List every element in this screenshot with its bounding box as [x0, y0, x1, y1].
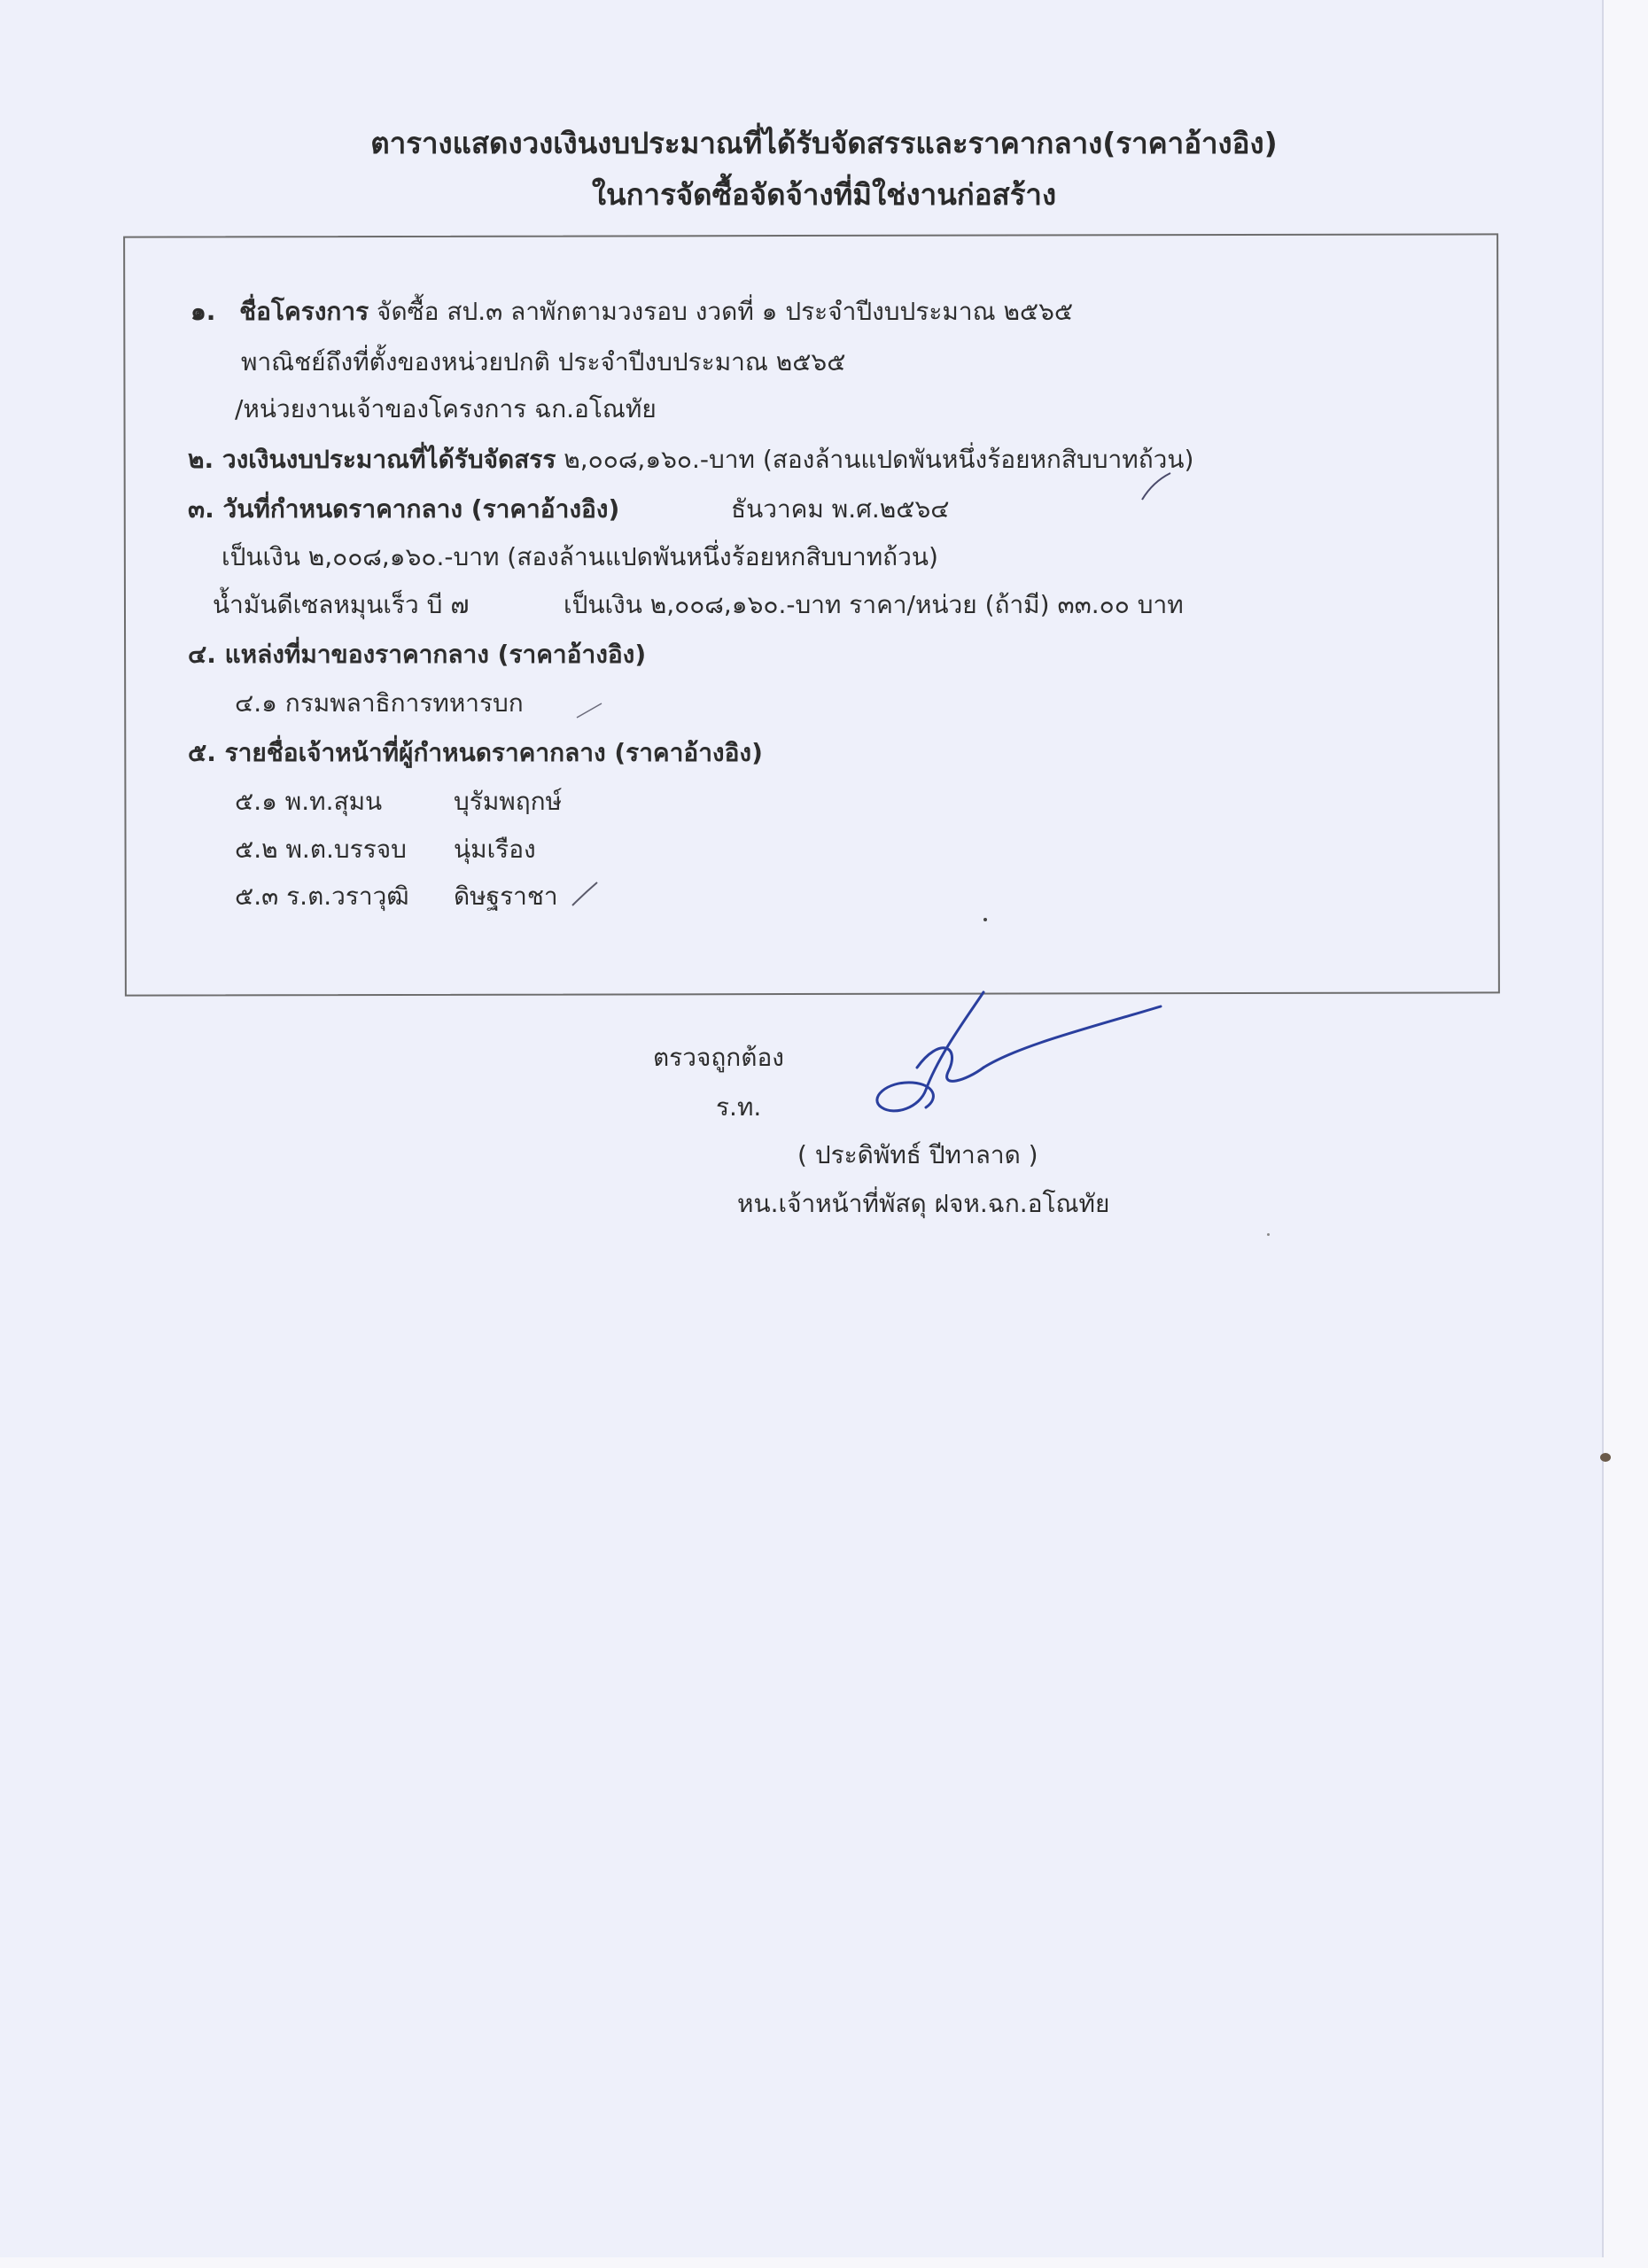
item-2-line: [188, 440, 1193, 479]
item-1-number: ๑.: [190, 297, 216, 326]
verified-label: ตรวจถูกต้อง: [653, 1043, 784, 1072]
item-3-date: ธันวาคม พ.ศ.๒๕๖๔: [731, 494, 950, 524]
person-3-name: ร.ต.วราวุฒิ: [286, 882, 409, 911]
document-title-line-2: ในการจัดซื้อจัดจ้างที่มิใช่งานก่อสร้าง: [591, 177, 1057, 212]
person-1-name: พ.ท.สุมน: [284, 787, 383, 816]
person-3-no: ๕.๓: [235, 882, 279, 911]
item-4-heading: ๔. แหล่งที่มาของราคากลาง (ราคาอ้างอิง): [188, 640, 647, 669]
item-1-line-2: พาณิชย์ถึงที่ตั้งของหน่วยปกติ ประจำปีงบประมาณ ๒๕๖๕: [241, 347, 846, 377]
item-3-line-3b: เป็นเงิน ๒,๐๐๘,๑๖๐.-บาท ราคา/หน่วย (ถ้ามี) ๓๓.๐๐ บาท: [564, 590, 1184, 619]
person-2-no: ๕.๒: [235, 835, 278, 864]
person-2-name: พ.ต.บรรจบ: [285, 835, 407, 864]
person-1-surname: บุรัมพฤกษ์: [454, 787, 563, 816]
handwritten-signature: [842, 983, 1170, 1125]
item-3-line-2: เป็นเงิน ๒,๐๐๘,๑๖๐.-บาท (สองล้านแปดพันหนึ่งร้อยหกสิบบาทถ้วน): [222, 542, 938, 571]
item-1-text: จัดซื้อ สป.๓ ลาพักตามวงรอบ งวดที่ ๑ ประจำปีงบประมาณ ๒๕๖๕: [377, 297, 1074, 326]
item-2-heading: ๒. วงเงินงบประมาณที่ได้รับจัดสรร: [188, 445, 556, 474]
item-5-heading: ๕. รายชื่อเจ้าหน้าที่ผู้กำหนดราคากลาง (ราคาอ้างอิง): [188, 738, 763, 767]
scan-speck: [1600, 1453, 1611, 1462]
signer-position: หน.เจ้าหน้าที่พัสดุ ฝจห.ฉก.อโณทัย: [737, 1189, 1110, 1218]
pen-tick-mark: [567, 877, 602, 913]
page-edge-bottom: [0, 2257, 1648, 2268]
scan-speck: [983, 918, 987, 921]
person-3: [235, 877, 409, 916]
person-3-surname: ดิษฐราชา: [454, 882, 558, 911]
item-1-heading: ชื่อโครงการ: [239, 297, 369, 326]
person-1: [235, 782, 382, 821]
page-edge: [1602, 0, 1648, 2268]
signer-rank: ร.ท.: [716, 1092, 762, 1122]
scan-speck: [1267, 1233, 1270, 1236]
item-3-heading: ๓. วันที่กำหนดราคากลาง (ราคาอ้างอิง): [188, 494, 620, 524]
person-2-surname: นุ่มเรือง: [454, 835, 536, 864]
item-4-sub-1: ๔.๑ กรมพลาธิการทหารบก: [235, 688, 524, 718]
signer-name: ( ประดิพัทธ์ ปีทาลาด ): [797, 1140, 1038, 1169]
pen-tick-mark: [571, 691, 607, 726]
item-3-line-3a: น้ำมันดีเซลหมุนเร็ว บี ๗: [213, 590, 470, 619]
person-2: [235, 830, 407, 869]
person-1-no: ๕.๑: [235, 787, 277, 816]
document-title-line-1: ตารางแสดงวงเงินงบประมาณที่ได้รับจัดสรรและราคากลาง(ราคาอ้างอิง): [370, 126, 1278, 160]
item-1-line-3: /หน่วยงานเจ้าของโครงการ ฉก.อโณทัย: [235, 394, 657, 423]
item-1-line-1: [190, 292, 1073, 331]
pen-tick-mark: [1139, 470, 1174, 505]
item-2-text: ๒,๐๐๘,๑๖๐.-บาท (สองล้านแปดพันหนึ่งร้อยหกสิบบาทถ้วน): [564, 445, 1194, 474]
item-3-line-1: [188, 490, 619, 529]
